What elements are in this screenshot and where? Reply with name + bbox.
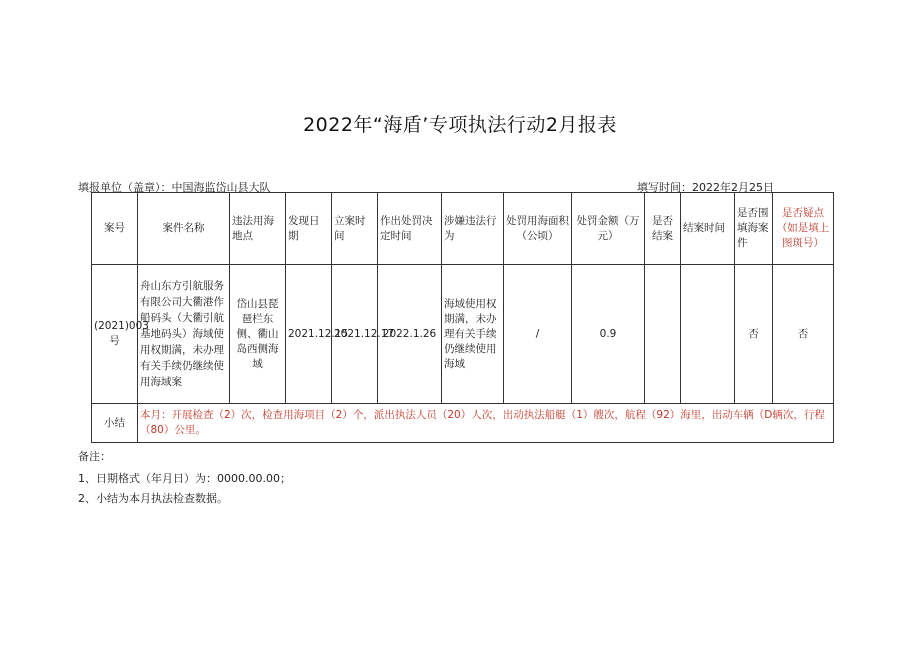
cell-closed [645,265,681,404]
cell-suspicious: 否 [773,265,834,404]
report-table [91,192,834,443]
note-item: 1、日期格式（年月日）为：0000.00.00； [78,472,291,485]
cell-close-time [681,265,735,404]
notes-heading: 备注： [78,450,111,463]
header-case-no: 案号 [92,193,138,265]
cell-violation: 海域使用权期满，未办理有关手续仍继续使用海域 [442,265,504,404]
fill-time: 填写时间：2022年2月25日 [637,181,774,194]
cell-enclosure: 否 [735,265,773,404]
header-location: 违法用海地点 [230,193,286,265]
cell-case-name: 舟山东方引航服务有限公司大衢港作船码头（大衢引航基地码头）海域使用权期满，未办理有关手续仍继续使用海域案 [138,265,230,404]
header-enclosure: 是否围填海案件 [735,193,773,265]
cell-amount: 0.9 [572,265,645,404]
cell-filed-time: 2021.12.17 [332,265,378,404]
summary-label: 小结 [92,404,138,443]
header-case-name: 案件名称 [138,193,230,265]
cell-found-date: 2021.12.15 [286,265,332,404]
report-title: 2022年“海盾’专项执法行动2月报表 [303,114,617,136]
header-closed: 是否结案 [645,193,681,265]
cell-decision-time: 2022.1.26 [378,265,442,404]
header-area: 处罚用海面积（公顷） [504,193,572,265]
header-found-date: 发现日期 [286,193,332,265]
cell-area: / [504,265,572,404]
fill-unit: 填报单位（盖章）：中国海监岱山县大队 [78,181,271,194]
header-close-time: 结案时间 [681,193,735,265]
header-filed-time: 立案时间 [332,193,378,265]
header-suspicious: 是否疑点（如是填上图斑号） [773,193,834,265]
header-violation: 涉嫌违法行为 [442,193,504,265]
summary-row [92,404,834,443]
cell-case-no: (2021)003号 [92,265,138,404]
cell-location: 岱山县琵琶栏东侧、衢山岛西侧海域 [230,265,286,404]
summary-text: 本月：开展检查（2）次，检查用海项目（2）个，派出执法人员（20）人次，出动执法船艇（1）艘次，航程（92）海里，出动车辆（D辆次，行程（80）公里。 [138,404,834,443]
header-row [92,193,834,265]
header-amount: 处罚金额（万元） [572,193,645,265]
table-row [92,265,834,404]
note-item: 2、小结为本月执法检查数据。 [78,492,228,505]
header-decision-time: 作出处罚决定时间 [378,193,442,265]
